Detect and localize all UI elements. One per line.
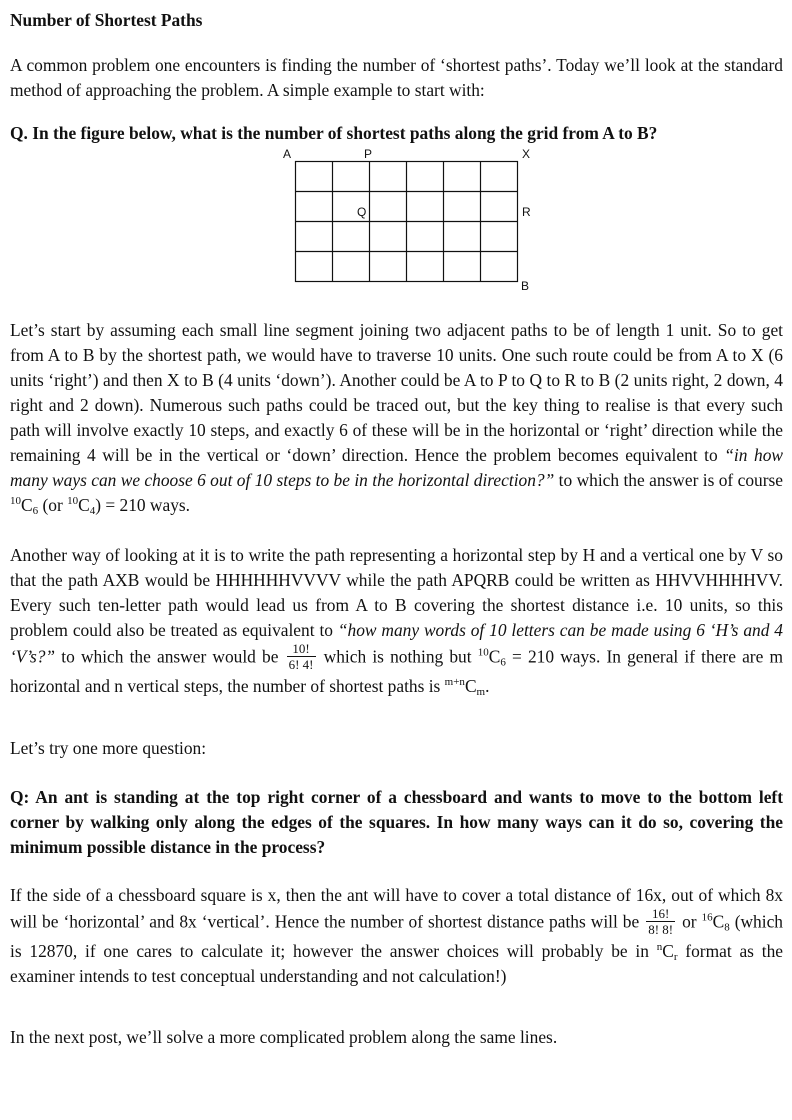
question-1: Q. In the figure below, what is the number of shortest paths along the grid from A to B? (10, 123, 658, 143)
fraction-16-over-8-8: $\frac{16!}{8! 8!}$ (648, 906, 674, 937)
closing-paragraph: In the next post, we’ll solve a more complicated problem along the same lines. (10, 1027, 558, 1047)
page-title: Number of Shortest Paths (10, 10, 203, 30)
question-2: Q: An ant is standing at the top right corner of a chessboard and wants to move to the bottom left corner by walking only along the edges of the squares. In how many ways can it do so, covering the minimum possible distance in the process? (10, 787, 783, 857)
fraction-10-over-6-4: $\frac{10!}{6! 4!}$ (288, 641, 314, 672)
transition-paragraph: Let’s try one more question: (10, 738, 207, 758)
label-x: X (522, 147, 531, 161)
label-r: R (522, 205, 531, 219)
intro-paragraph: A common problem one encounters is finding the number of ‘shortest paths’. Today we’ll look at the standard method of approaching the problem. A simple example to start with: (10, 55, 783, 100)
label-p: P (364, 147, 373, 161)
grid-figure (275, 145, 535, 295)
grid-diagram (275, 145, 535, 295)
label-b: B (521, 279, 530, 293)
label-a: A (283, 147, 292, 161)
explanation-paragraph-1: Let’s start by assuming each small line segment joining two adjacent paths to be of length 1 unit. So to get from A to B by the shortest path, we would have to traverse 10 units. One such route could be from A to X (6 units ‘right’) and then X to B (4 units ‘down’). Another could be A to P to Q to R to B (2 units right, 2 down, 4 right and 2 down). Numerous such paths could be traced out, but the key thing to realise is that every such path will involve exactly 10 steps, and exactly 6 of these will be in the horizontal or ‘right’ direction while the remaining 4 will be in the vertical or ‘down’ direction. Hence the problem becomes equivalent to “in how many ways can we choose 6 out of 10 steps to be in the horizontal direction?” to which the answer is of course $^{10}C_6$ (or $^{10}C_4) = 210$ ways. (10, 320, 783, 517)
label-q: Q (357, 205, 367, 219)
explanation-paragraph-3: If the side of a chessboard square is x, then the ant will have to cover a total distance of 16x, out of which 8x will be ‘horizontal’ and 8x ‘vertical’. Hence the number of shortest distance paths will be $\frac{16!}{8! 8!}$ or $^{16}C_8$ (which is 12870, if one cares to calculate it; however the answer choices will probably be in $^nC_r$ format as the examiner intends to test conceptual understanding and not calculation!) (10, 885, 783, 986)
explanation-paragraph-2: Another way of looking at it is to write the path representing a horizontal step by H and a vertical one by V so that the path AXB would be HHHHHHVVVV while the path APQRB could be written as HHVVHHHHVV. Every such ten-letter path would lead us from A to B covering the shortest distance i.e. 10 units, so this problem could also be treated as equivalent to “how many words of 10 letters can be made using 6 ‘H’s and 4 ‘V’s?” to which the answer would be $\frac{10!}{6! 4!}$ which is nothing but $^{10}C_6 = 210$ ways. In general if there are m horizontal and n vertical steps, the number of shortest paths is $^{m+n}C_m$. (10, 545, 784, 698)
